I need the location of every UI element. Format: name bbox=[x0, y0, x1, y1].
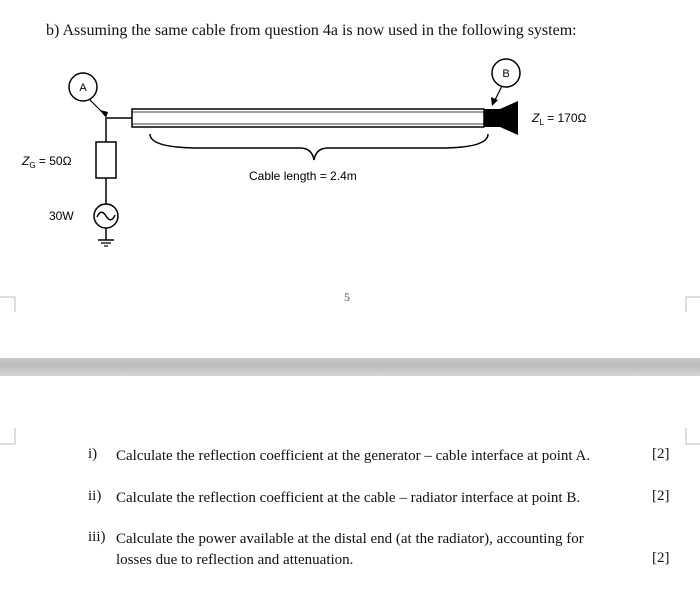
question-iii-number: iii) bbox=[88, 529, 106, 545]
question-i-text: Calculate the reflection coefficient at the generator – cable interface at point A. bbox=[116, 448, 591, 464]
radiator bbox=[484, 101, 518, 135]
question-ii-marks: [2] bbox=[652, 488, 670, 504]
point-b-marker bbox=[492, 59, 520, 87]
corner-mark-top-left bbox=[0, 297, 15, 312]
ground-icon bbox=[98, 240, 114, 246]
question-i-number: i) bbox=[88, 446, 98, 462]
cable bbox=[132, 109, 484, 127]
cable-length-brace bbox=[150, 134, 488, 160]
question-i-marks: [2] bbox=[652, 446, 670, 462]
zl-label: $Z_L = 170\Omega$ bbox=[532, 111, 587, 127]
corner-mark-top-right bbox=[686, 297, 700, 312]
question-ii-text: Calculate the reflection coefficient at the cable – radiator interface at point B. bbox=[116, 490, 581, 506]
point-b-arrowhead bbox=[491, 97, 498, 106]
source-power-label: 30W bbox=[49, 209, 74, 223]
question-ii-number: ii) bbox=[88, 488, 102, 504]
point-a-marker bbox=[69, 73, 97, 101]
page-number: 5 bbox=[344, 290, 350, 304]
resistor-zg bbox=[96, 142, 116, 178]
question-heading: b) Assuming the same cable from question 4a is now used in the following system: bbox=[46, 22, 577, 39]
zg-label: $Z_G = 50\Omega$ bbox=[22, 154, 72, 170]
question-iii-text-line2: losses due to reflection and attenuation. bbox=[116, 552, 354, 568]
question-iii-marks: [2] bbox=[652, 550, 670, 566]
point-b-label: B bbox=[502, 68, 510, 80]
ac-source-icon bbox=[94, 204, 118, 228]
point-a-label: A bbox=[79, 82, 87, 94]
cable-length-label: Cable length = 2.4m bbox=[249, 169, 357, 183]
page-break bbox=[0, 358, 700, 376]
point-a-arrowhead bbox=[100, 110, 108, 118]
question-iii-text-line1: Calculate the power available at the distal end (at the radiator), accounting for bbox=[116, 531, 584, 547]
